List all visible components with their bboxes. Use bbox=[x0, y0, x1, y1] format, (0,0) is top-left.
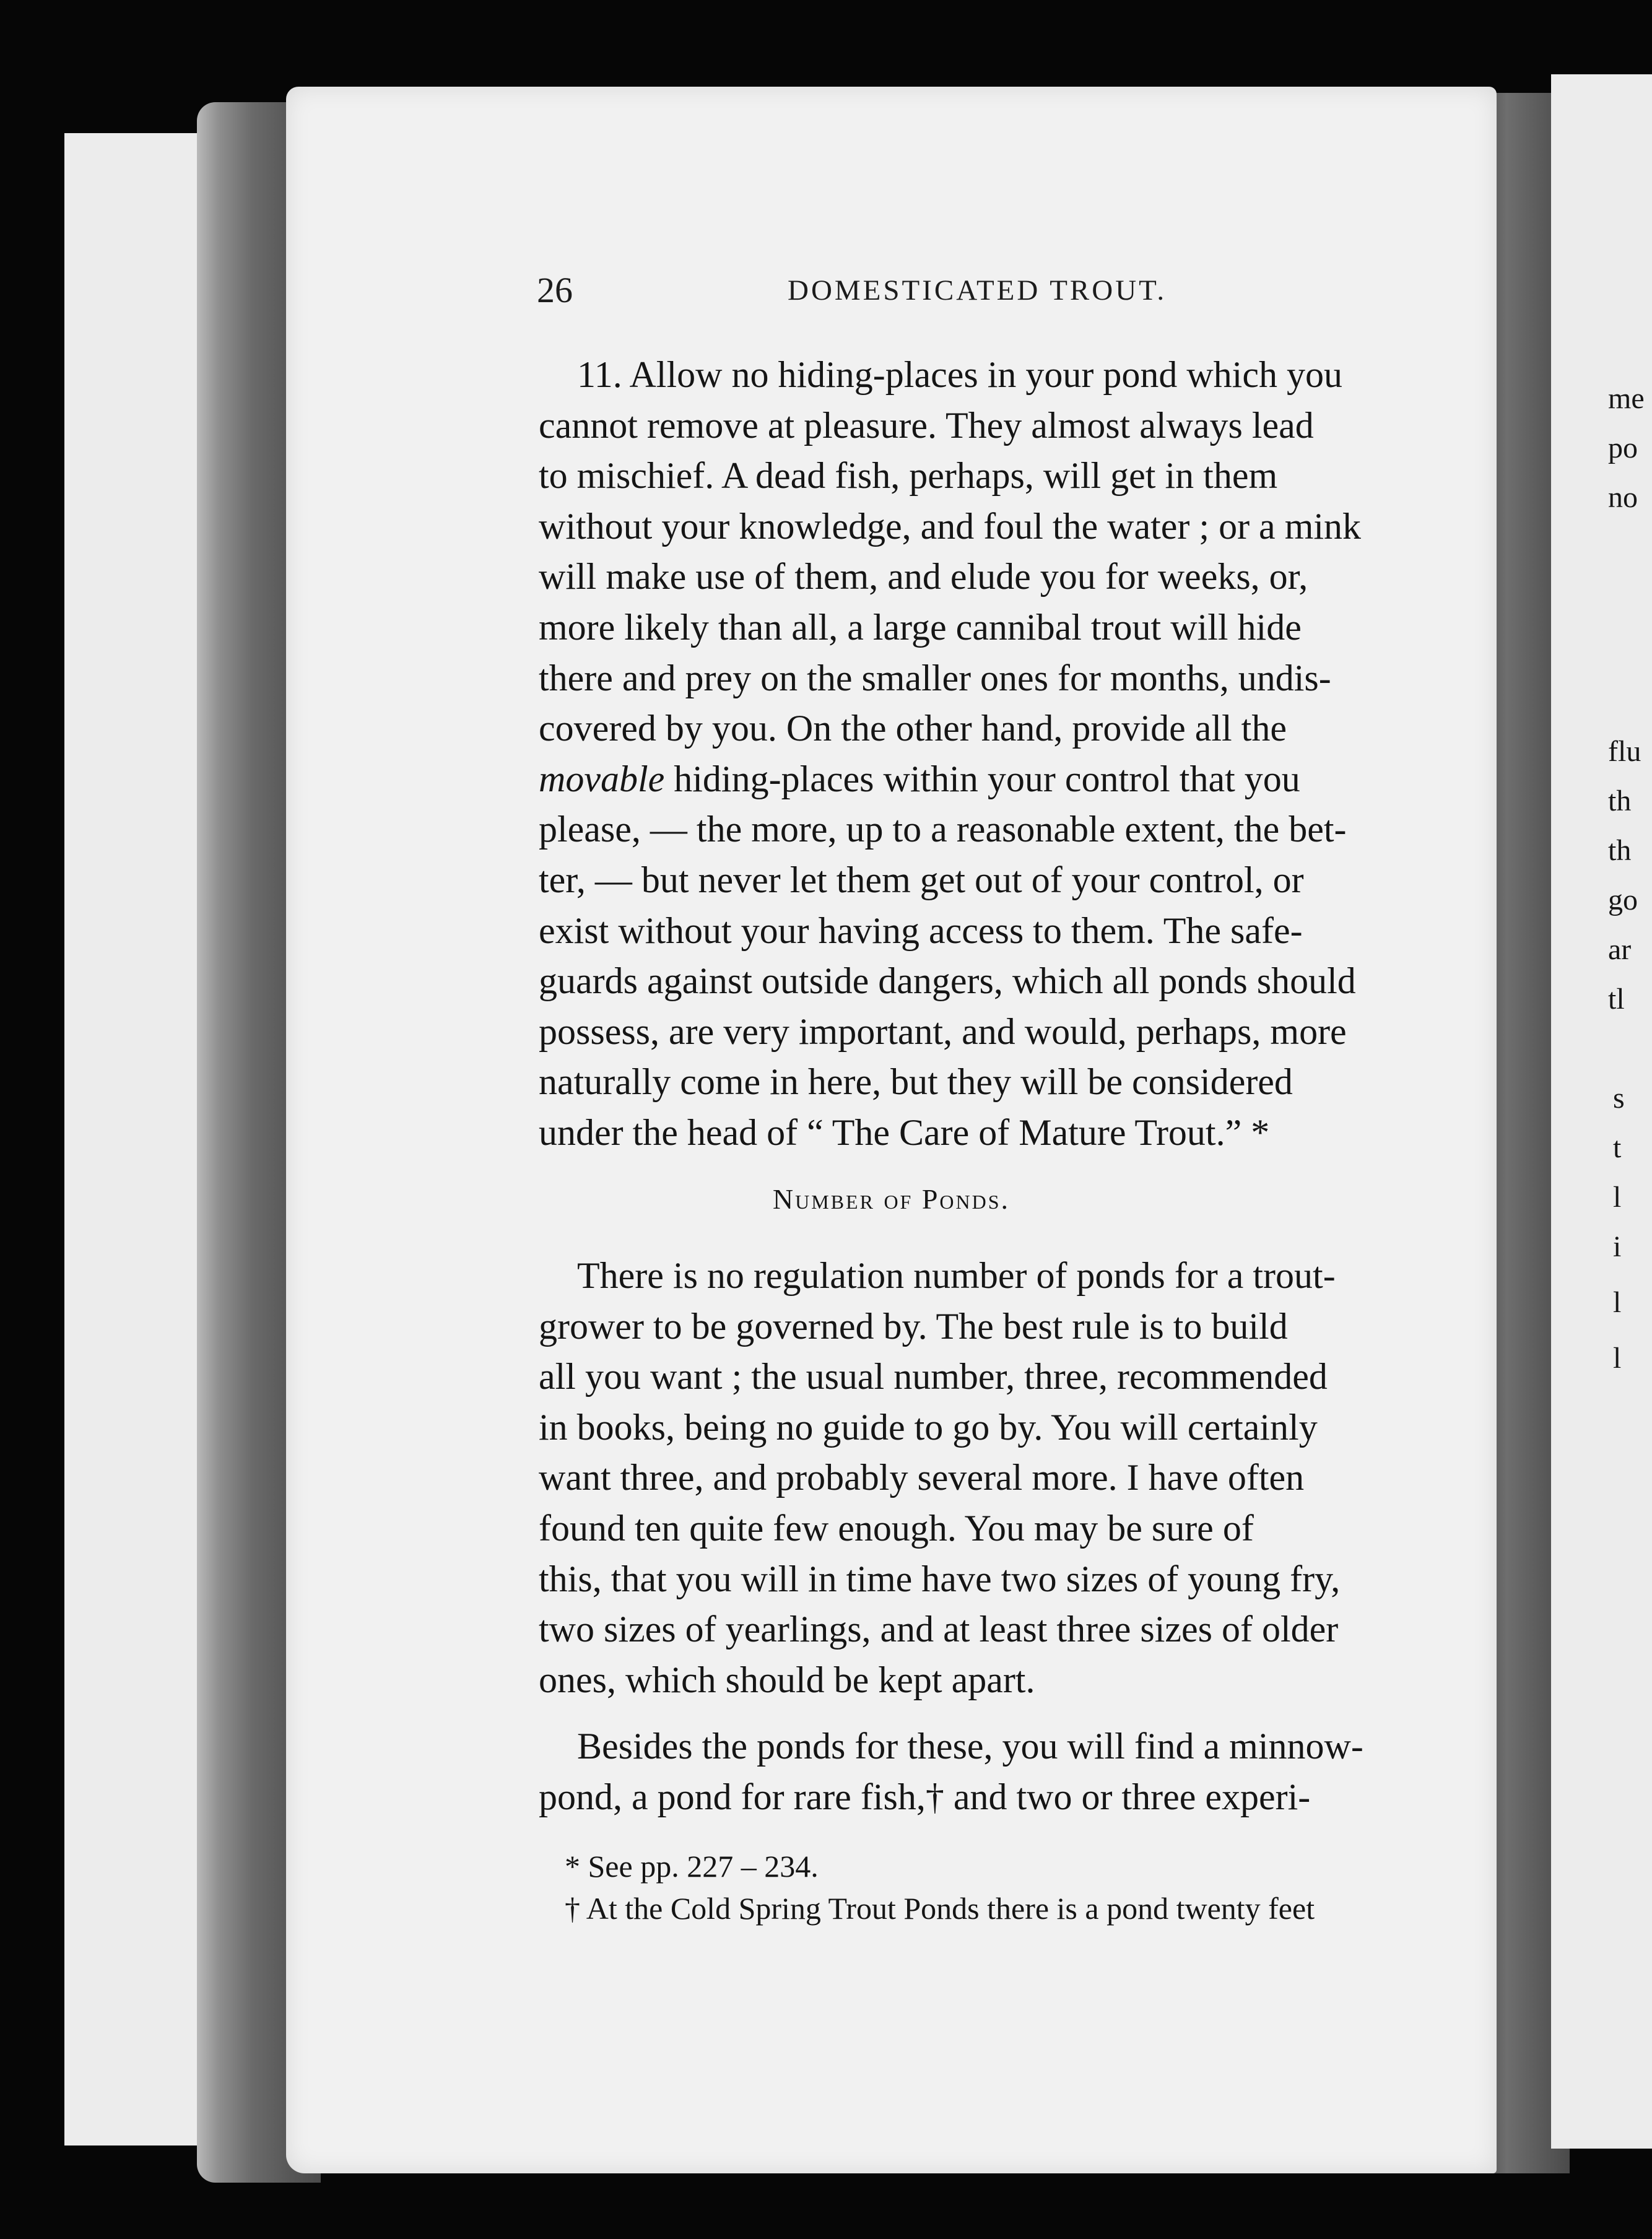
paragraph-line: grower to be governed by. The best rule is to build bbox=[539, 1305, 1288, 1347]
paragraph-besides bbox=[539, 1721, 1481, 1822]
paragraph-line: more likely than all, a large cannibal trout will hide bbox=[539, 606, 1302, 648]
paragraph-line: guards against outside dangers, which all ponds should bbox=[539, 960, 1356, 1002]
facing-fragment: ar bbox=[1608, 933, 1632, 966]
paragraph-line: Besides the ponds for these, you will find a minnow- bbox=[577, 1726, 1363, 1767]
facing-fragment: l bbox=[1613, 1181, 1622, 1214]
footnotes bbox=[565, 1845, 1493, 1929]
paragraph-line: exist without your having access to them. The safe- bbox=[539, 910, 1303, 951]
running-head-title: DOMESTICATED TROUT. bbox=[788, 274, 1167, 307]
paragraph-line: in books, being no guide to go by. You will certainly bbox=[539, 1406, 1318, 1448]
paragraph-line: There is no regulation number of ponds for a trout- bbox=[577, 1255, 1336, 1296]
facing-fragment: l bbox=[1613, 1286, 1622, 1319]
paragraph-line: to mischief. A dead fish, perhaps, will get in them bbox=[539, 455, 1278, 497]
paragraph-line: all you want ; the usual number, three, recommended bbox=[539, 1356, 1328, 1398]
facing-fragment: i bbox=[1613, 1230, 1622, 1263]
paragraph-line: naturally come in here, but they will be considered bbox=[539, 1061, 1293, 1103]
paragraph-line: pond, a pond for rare fish,† and two or three experi- bbox=[539, 1776, 1311, 1817]
facing-fragment: flu bbox=[1608, 735, 1641, 768]
paragraph-line: want three, and probably several more. I have often bbox=[539, 1457, 1305, 1498]
paragraph-line: please, — the more, up to a reasonable extent, the bet- bbox=[539, 809, 1347, 850]
paragraph-line: ter, — but never let them get out of your control, or bbox=[539, 859, 1304, 900]
facing-fragment: th bbox=[1608, 834, 1632, 867]
paragraph-line: 11. Allow no hiding-places in your pond which you bbox=[577, 354, 1342, 395]
page-number: 26 bbox=[537, 270, 573, 310]
facing-fragment: me bbox=[1608, 382, 1645, 415]
paragraph-line: covered by you. On the other hand, provide all the bbox=[539, 708, 1287, 749]
paragraph-line: this, that you will in time have two sizes of young fry, bbox=[539, 1558, 1341, 1599]
paragraph-number-of-ponds bbox=[539, 1251, 1481, 1705]
paragraph-line: found ten quite few enough. You may be sure of bbox=[539, 1507, 1254, 1549]
facing-page bbox=[1551, 74, 1652, 2149]
paragraph-line: ones, which should be kept apart. bbox=[539, 1659, 1035, 1700]
facing-fragment: s bbox=[1613, 1082, 1625, 1115]
facing-fragment: l bbox=[1613, 1342, 1622, 1375]
facing-fragment: th bbox=[1608, 785, 1632, 817]
paragraph-hiding-places bbox=[539, 350, 1481, 1159]
paragraph-line: without your knowledge, and foul the water ; or a mink bbox=[539, 505, 1362, 547]
facing-fragment: t bbox=[1613, 1131, 1622, 1164]
book-page bbox=[286, 87, 1497, 2173]
section-heading: Number of Ponds. bbox=[772, 1183, 1011, 1215]
paragraph-line: two sizes of yearlings, and at least three sizes of older bbox=[539, 1609, 1339, 1650]
paragraph-line: will make use of them, and elude you for weeks, or, bbox=[539, 556, 1308, 598]
paragraph-line: cannot remove at pleasure. They almost always lead bbox=[539, 404, 1314, 446]
facing-fragment: po bbox=[1608, 432, 1638, 464]
facing-fragment: go bbox=[1608, 884, 1638, 916]
paragraph-line: movable hiding-places within your control that you bbox=[539, 758, 1300, 799]
footnote: * See pp. 227 – 234. bbox=[565, 1849, 819, 1884]
paragraph-line: possess, are very important, and would, perhaps, more bbox=[539, 1011, 1347, 1052]
left-book-flap bbox=[64, 133, 215, 2146]
facing-fragment: no bbox=[1608, 481, 1638, 514]
italic-word: movable bbox=[539, 758, 665, 799]
paragraph-line: there and prey on the smaller ones for months, undis- bbox=[539, 657, 1331, 698]
paragraph-line: under the head of “ The Care of Mature Trout.” * bbox=[539, 1111, 1270, 1153]
footnote: † At the Cold Spring Trout Ponds there is a pond twenty feet bbox=[565, 1891, 1315, 1926]
facing-fragment: tl bbox=[1608, 983, 1625, 1015]
